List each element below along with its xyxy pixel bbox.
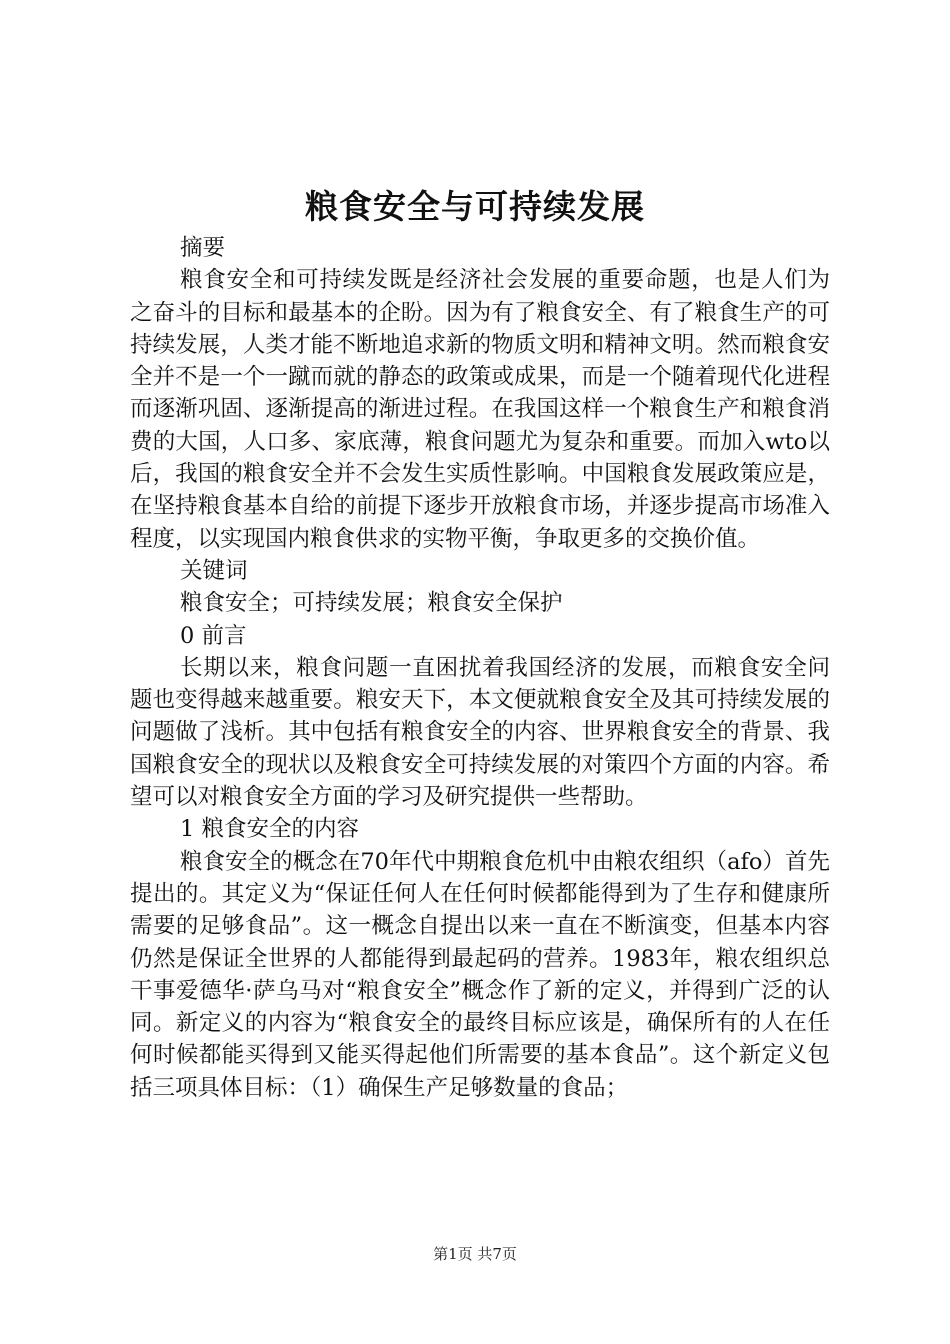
page-footer: 第1页 共7页 [433,1245,517,1263]
preface-heading: 0 前言 [180,622,247,649]
document-title: 粮食安全与可持续发展 [305,187,645,226]
section-1-paragraph: 粮食安全的概念在70年代中期粮食危机中由粮农组织（afo）首先提出的。其定义为“保证任何人在任何时候都能得到为了生存和健康所需要的足够食品”。这一概念自提出以来一直在不断演变，但基本内容仍然是保证全世界的人都能得到最起码的营养。1983年，粮农组织总干事爱德华·萨乌马对“粮食安全”概念作了新的定义，并得到广泛的认同。新定义的内容为“粮食安全的最终目标应该是，确保所有的人在任何时候都能买得到又能买得起他们所需要的基本食品”。这个新定义包括三项具体目标：（1）确保生产足够数量的食品； [130,848,830,1101]
abstract-paragraph: 粮食安全和可持续发既是经济社会发展的重要命题，也是人们为之奋斗的目标和最基本的企盼。因为有了粮食安全、有了粮食生产的可持续发展，人类才能不断地追求新的物质文明和精神文明。然而粮食安全并不是一个一蹴而就的静态的政策或成果，而是一个随着现代化进程而逐渐巩固、逐渐提高的渐进过程。在我国这样一个粮食生产和粮食消费的大国，人口多、家底薄，粮食问题尤为复杂和重要。而加入wto以后，我国的粮食安全并不会发生实质性影响。中国粮食发展政策应是，在坚持粮食基本自给的前提下逐步开放粮食市场，并逐步提高市场准入程度，以实现国内粮食供求的实物平衡，争取更多的交换价值。 [130,267,830,552]
abstract-heading: 摘要 [180,235,226,261]
preface-paragraph: 长期以来，粮食问题一直困扰着我国经济的发展，而粮食安全问题也变得越来越重要。粮安天下，本文便就粮食安全及其可持续发展的问题做了浅析。其中包括有粮食安全的内容、世界粮食安全的背景、我国粮食安全的现状以及粮食安全可持续发展的对策四个方面的内容。希望可以对粮食安全方面的学习及研究提供一些帮助。 [130,654,830,811]
keywords-heading: 关键词 [180,557,248,584]
section-1-heading: 1 粮食安全的内容 [180,816,359,843]
keywords-list: 粮食安全；可持续发展；粮食安全保护 [180,590,563,617]
document-body [130,232,830,1104]
